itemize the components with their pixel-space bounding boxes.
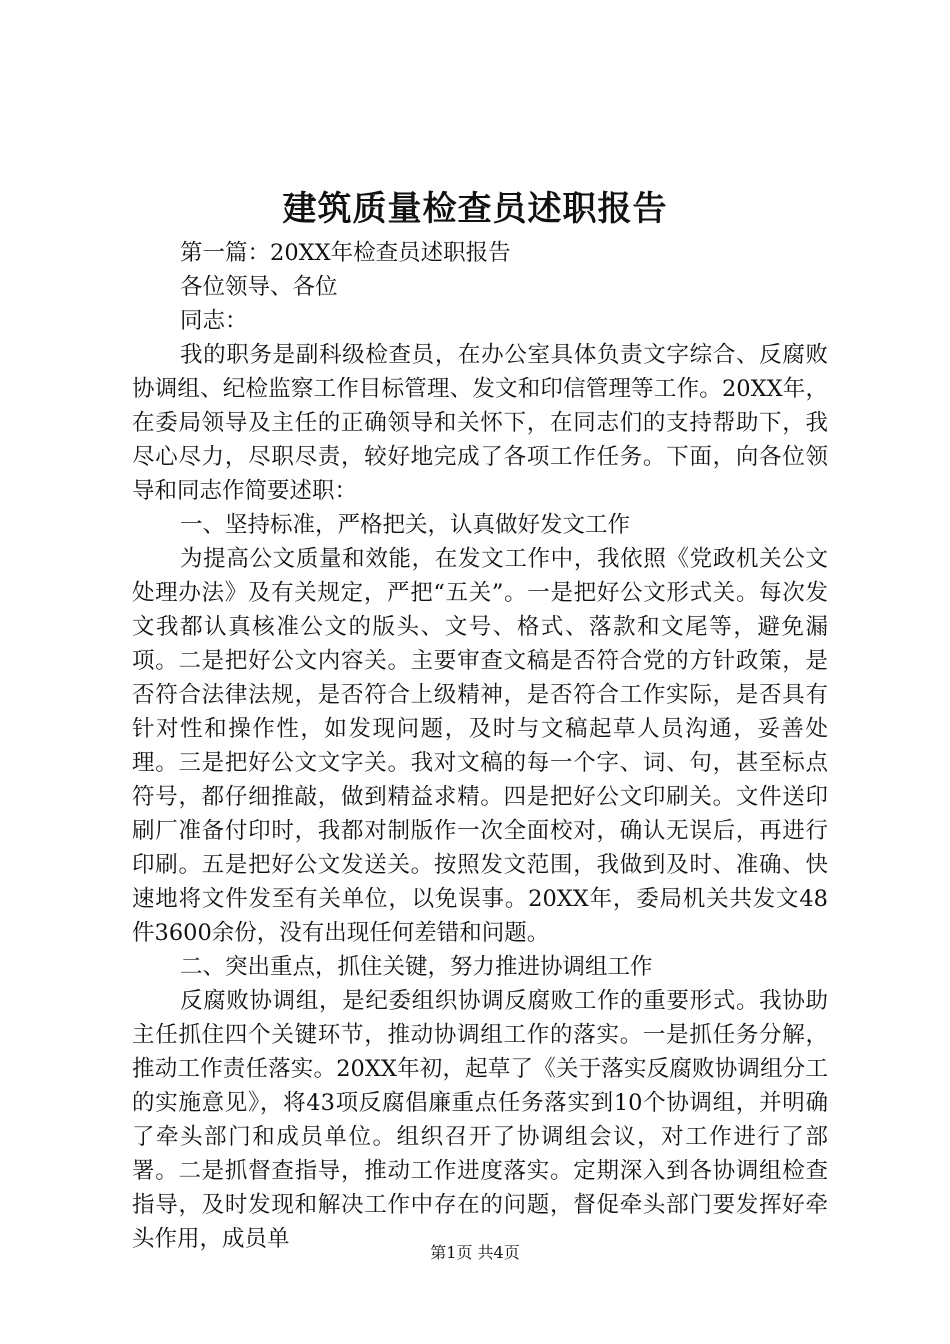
document-title: 建筑质量检查员述职报告 bbox=[282, 189, 668, 229]
section-heading-2: 二、突出重点，抓住关键，努力推进协调组工作 bbox=[180, 954, 653, 980]
intro-paragraph: 我的职务是副科级检查员，在办公室具体负责文字综合、反腐败协调组、纪检监察工作目标管理、发文和印信管理等工作。20XX年，在委局领导及主任的正确领导和关怀下，在同志们的支持帮助下，我尽心尽力，尽职尽责，较好地完成了各项工作任务。下面，向各位领导和同志作简要述职： bbox=[132, 342, 828, 504]
salutation-line-2: 同志： bbox=[180, 308, 248, 334]
page-footer: 第1页 共4页 bbox=[430, 1243, 520, 1262]
section-2-paragraph: 反腐败协调组，是纪委组织协调反腐败工作的重要形式。我协助主任抓住四个关键环节，推动协调组工作的落实。一是抓任务分解，推动工作责任落实。20XX年初，起草了《关于落实反腐败协调组分工的实施意见》，将43项反腐倡廉重点任务落实到10个协调组，并明确了牵头部门和成员单位。组织召开了协调组会议，对工作进行了部署。二是抓督查指导，推动工作进度落实。定期深入到各协调组检查指导，及时发现和解决工作中存在的问题，督促牵头部门要发挥好牵头作用，成员单 bbox=[132, 988, 828, 1252]
section-heading-first: 第一篇：20XX年检查员述职报告 bbox=[180, 240, 511, 266]
section-heading-1: 一、坚持标准，严格把关，认真做好发文工作 bbox=[180, 512, 631, 538]
salutation-line-1: 各位领导、各位 bbox=[180, 274, 338, 300]
document-body bbox=[132, 236, 828, 1256]
section-1-paragraph: 为提高公文质量和效能，在发文工作中，我依照《党政机关公文处理办法》及有关规定，严把“五关”。一是把好公文形式关。每次发文我都认真核准公文的版头、文号、格式、落款和文尾等，避免漏项。二是把好公文内容关。主要审查文稿是否符合党的方针政策，是否符合法律法规，是否符合上级精神，是否符合工作实际，是否具有针对性和操作性，如发现问题，及时与文稿起草人员沟通，妥善处理。三是把好公文文字关。我对文稿的每一个字、词、句，甚至标点符号，都仔细推敲，做到精益求精。四是把好公文印刷关。文件送印刷厂准备付印时，我都对制版作一次全面校对，确认无误后，再进行印刷。五是把好公文发送关。按照发文范围，我做到及时、准确、快速地将文件发至有关单位，以免误事。20XX年，委局机关共发文48件3600余份，没有出现任何差错和问题。 bbox=[132, 546, 828, 946]
